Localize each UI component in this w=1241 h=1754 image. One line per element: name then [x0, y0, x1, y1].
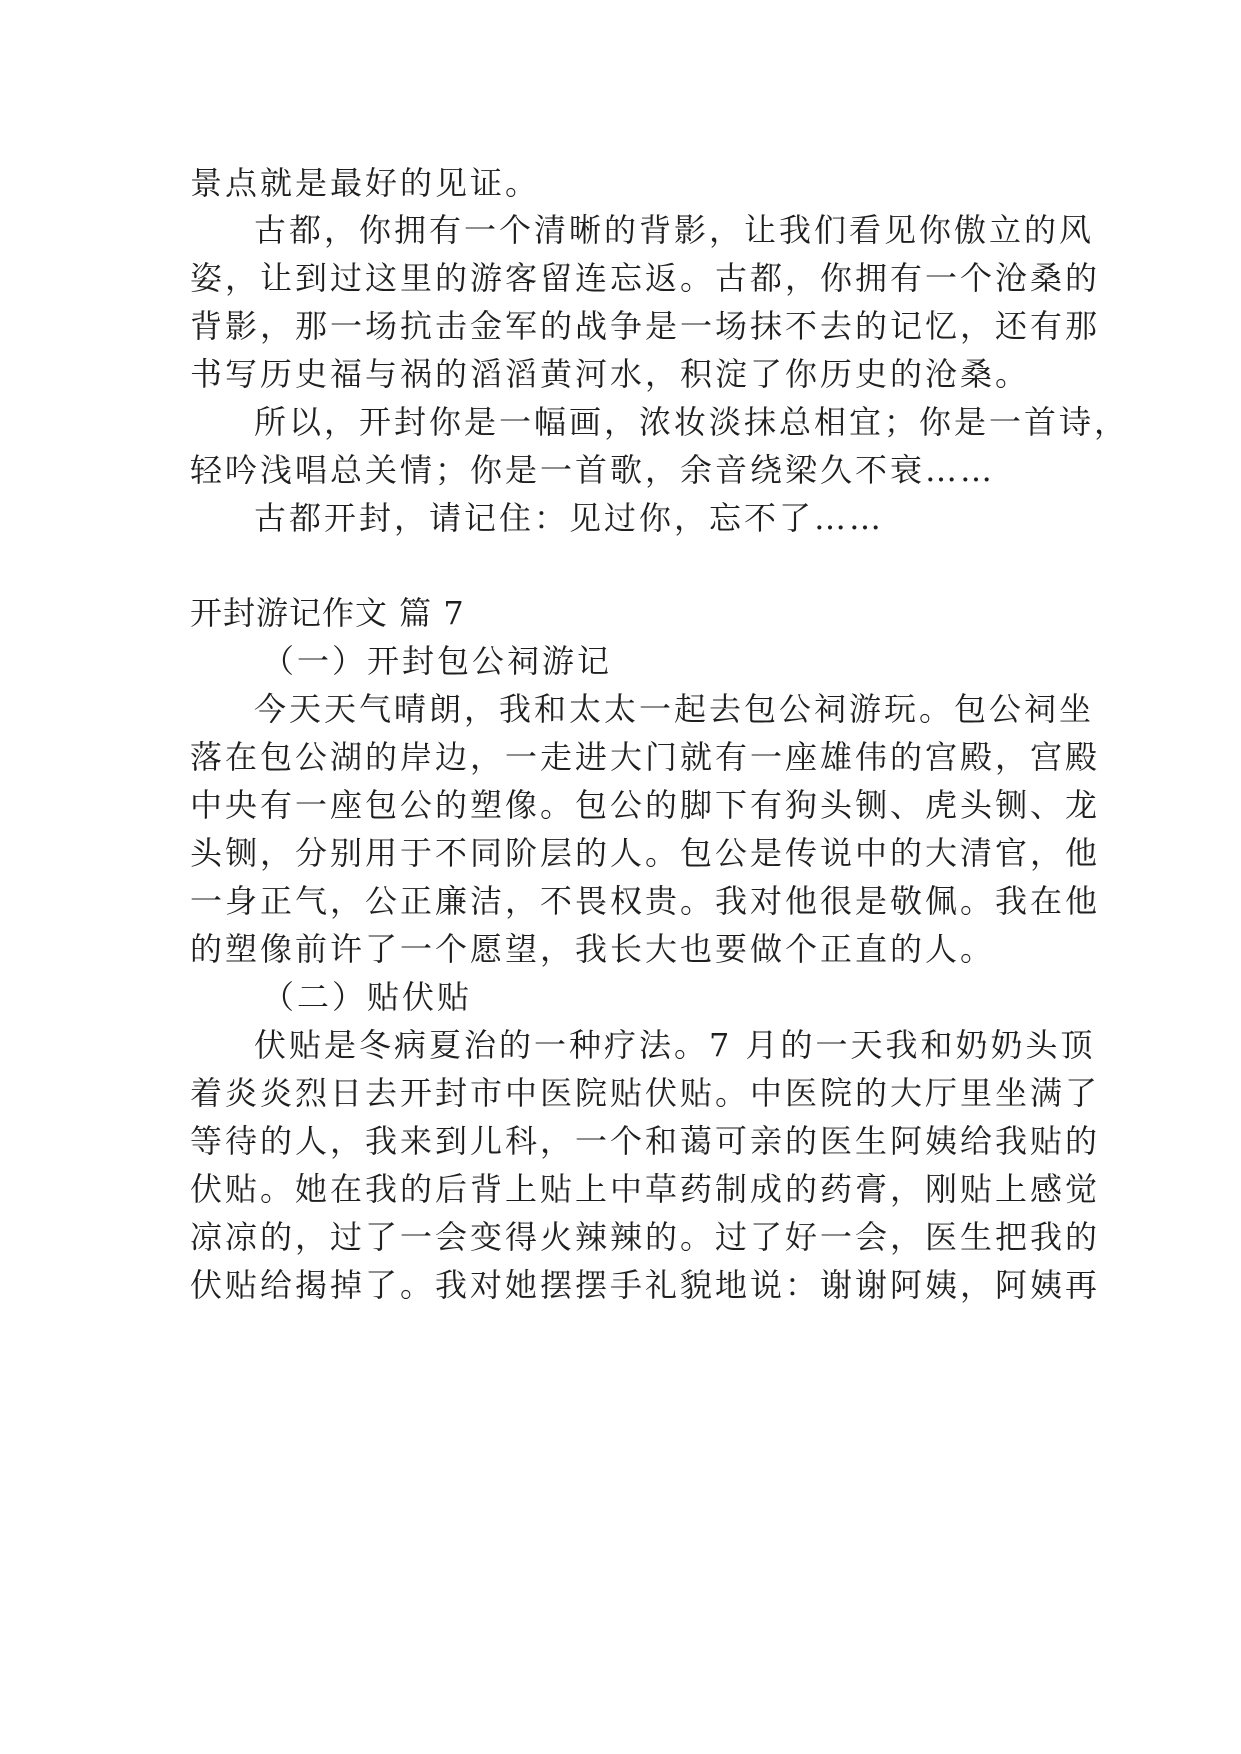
text-line: 今天天气晴朗，我和太太一起去包公祠游玩。包公祠坐	[254, 690, 1095, 728]
text-line: 书写历史福与祸的滔滔黄河水，积淀了你历史的沧桑。	[190, 355, 1031, 393]
text-line: 背影，那一场抗击金军的战争是一场抹不去的记忆，还有那	[190, 307, 1101, 345]
text-line: 姿，让到过这里的游客留连忘返。古都，你拥有一个沧桑的	[190, 259, 1101, 297]
text-line: 伏贴。她在我的后背上贴上中草药制成的药膏，刚贴上感觉	[190, 1170, 1101, 1208]
subheading: （一）开封包公祠游记	[262, 642, 613, 680]
text-line: 古都开封，请记住：见过你，忘不了……	[254, 499, 885, 537]
text-line: 轻吟浅唱总关情；你是一首歌，余音绕梁久不衰……	[190, 451, 996, 489]
text-line: 古都，你拥有一个清晰的背影，让我们看见你傲立的风	[254, 211, 1095, 249]
text-line: 伏贴是冬病夏治的一种疗法。7 月的一天我和奶奶头顶	[254, 1026, 1096, 1064]
text-line: 等待的人，我来到儿科，一个和蔼可亲的医生阿姨给我贴的	[190, 1122, 1101, 1160]
text-line: 一身正气，公正廉洁，不畏权贵。我对他很是敬佩。我在他	[190, 882, 1101, 920]
text-line: 伏贴给揭掉了。我对她摆摆手礼貌地说：谢谢阿姨，阿姨再	[190, 1266, 1101, 1304]
text-line: 所以，开封你是一幅画，浓妆淡抹总相宜；你是一首诗，	[254, 403, 1130, 441]
subheading: （二）贴伏贴	[262, 978, 473, 1016]
text-line: 的塑像前许了一个愿望，我长大也要做个正直的人。	[190, 930, 996, 968]
section-heading: 开封游记作文 篇 7	[190, 594, 465, 632]
text-line: 凉凉的，过了一会变得火辣辣的。过了好一会，医生把我的	[190, 1218, 1101, 1256]
text-line: 落在包公湖的岸边，一走进大门就有一座雄伟的宫殿，宫殿	[190, 738, 1101, 776]
text-line: 中央有一座包公的塑像。包公的脚下有狗头铡、虎头铡、龙	[190, 786, 1101, 824]
text-line: 头铡，分别用于不同阶层的人。包公是传说中的大清官，他	[190, 834, 1101, 872]
text-line: 着炎炎烈日去开封市中医院贴伏贴。中医院的大厅里坐满了	[190, 1074, 1101, 1112]
text-line: 景点就是最好的见证。	[190, 164, 541, 202]
